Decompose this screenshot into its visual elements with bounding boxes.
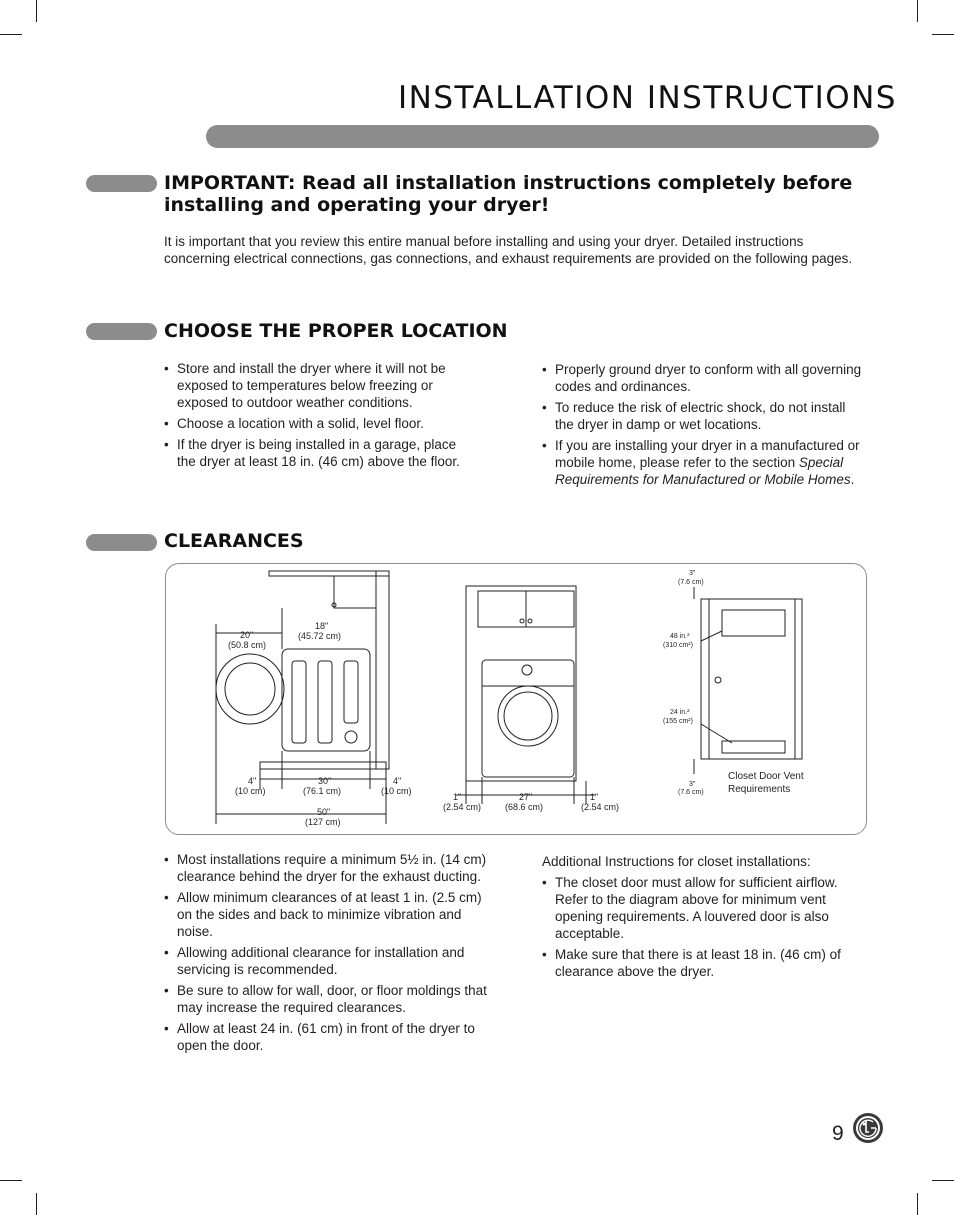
side-knob (345, 731, 357, 743)
dim-label: (10 cm) (381, 786, 412, 796)
dim-label: 3" (689, 781, 696, 788)
closet-caption: Requirements (728, 784, 791, 795)
dryer-door (498, 686, 558, 746)
lg-logo (853, 1113, 883, 1143)
shelf (269, 571, 389, 576)
dim-label: 50" (317, 807, 331, 817)
dryer-dial (522, 665, 532, 675)
dim-label: (76.1 cm) (303, 786, 342, 796)
leader-line (701, 724, 732, 743)
crop-mark (932, 1180, 954, 1181)
dim-label: (68.6 cm) (505, 802, 544, 812)
side-panel (292, 661, 306, 743)
lg-logo-icon (853, 1113, 883, 1143)
dim-label: (2.54 cm) (581, 802, 620, 812)
dim-label: (7.6 cm) (678, 579, 704, 586)
list-item: • Properly ground dryer to conform with all governing codes and ordinances. (542, 361, 867, 395)
dim-label: 27" (519, 792, 533, 802)
section-marker (86, 534, 157, 551)
top-vent (722, 610, 785, 636)
clearance-right-list (542, 874, 872, 984)
crop-mark (917, 0, 918, 22)
important-heading (164, 172, 852, 216)
side-panel (318, 661, 332, 743)
closet-caption: Closet Door Vent (728, 771, 804, 782)
section-marker (86, 323, 157, 340)
page-number: 9 (832, 1122, 844, 1145)
cabinet-knob (528, 619, 532, 623)
list-item: • Allowing additional clearance for installation and servicing is recommended. (164, 944, 499, 978)
front-dryer (482, 660, 574, 777)
door-glass (225, 663, 275, 715)
open-door (216, 654, 284, 724)
important-heading-line2: installing and operating your dryer! (164, 194, 550, 216)
clearance-left-list (164, 851, 499, 1058)
closet-door-frame (701, 599, 802, 759)
dim-label: (10 cm) (235, 786, 266, 796)
dim-label: (45.72 cm) (298, 631, 342, 641)
back-wall (376, 571, 389, 769)
list-item: • Make sure that there is at least 18 in. (46 cm) of clearance above the dryer. (542, 946, 872, 980)
dim-label: (7.6 cm) (678, 789, 704, 796)
list-item: • Allow at least 24 in. (61 cm) in front of the dryer to open the door. (164, 1020, 499, 1054)
side-panel (344, 661, 358, 723)
dryer-glass (504, 692, 552, 740)
crop-mark (0, 34, 22, 35)
clearance-diagram (165, 563, 867, 835)
list-item: • Allow minimum clearances of at least 1 in. (2.5 cm) on the sides and back to minimize vibration and noise. (164, 889, 499, 940)
floor (260, 762, 386, 769)
important-heading-line1: IMPORTANT: Read all installation instructions completely before (164, 172, 853, 194)
crop-mark (36, 1193, 37, 1215)
dim-label: (50.8 cm) (228, 640, 267, 650)
leader-line (701, 631, 722, 641)
list-item: • To reduce the risk of electric shock, do not install the dryer in damp or wet locations. (542, 399, 867, 433)
important-body: It is important that you review this entire manual before installing and using your dryer. Detailed instructions concerning electrical connections, gas connections, and exhaust requirements are provided on the following pages. (164, 234, 853, 266)
title-bar (206, 125, 879, 148)
location-right-list (542, 361, 867, 492)
dim-label: 20" (240, 630, 254, 640)
dim-label: 24 in.² (670, 709, 690, 716)
crop-mark (0, 1180, 22, 1181)
dim-label: (310 cm²) (663, 642, 693, 649)
clearances-heading: CLEARANCES (164, 530, 304, 552)
crop-mark (932, 34, 954, 35)
list-item: • If the dryer is being installed in a garage, place the dryer at least 18 in. (46 cm) above the floor. (164, 436, 474, 470)
dim-label: (155 cm²) (663, 718, 693, 725)
location-left-list (164, 360, 474, 474)
dim-label: 30" (318, 776, 332, 786)
cabinet-knob (520, 619, 524, 623)
page-title: INSTALLATION INSTRUCTIONS (398, 80, 897, 116)
list-item-text: If you are installing your dryer in a manufactured or mobile home, please refer to the section (555, 438, 860, 470)
dim-label: (127 cm) (305, 817, 341, 827)
list-item: • Store and install the dryer where it will not be exposed to temperatures below freezing or exposed to outdoor weather conditions. (164, 360, 474, 411)
section-reference: Special Requirements for Manufactured or Mobile Homes (555, 455, 851, 487)
location-heading: CHOOSE THE PROPER LOCATION (164, 320, 508, 342)
list-item (542, 437, 867, 488)
dim-label: 48 in.² (670, 633, 690, 640)
cabinet (334, 576, 376, 608)
dim-label: (2.54 cm) (443, 802, 482, 812)
list-item: • Be sure to allow for wall, door, or floor moldings that may increase the required clearances. (164, 982, 499, 1016)
crop-mark (36, 0, 37, 22)
door-knob (715, 677, 721, 683)
clearance-diagram-svg (166, 564, 868, 836)
section-marker (86, 175, 157, 192)
dim-label: 3" (689, 570, 696, 577)
dim-label: 18" (315, 621, 329, 631)
dim-label: 4" (248, 776, 257, 786)
list-item: • Choose a location with a solid, level floor. (164, 415, 474, 432)
list-item: • Most installations require a minimum 5½ in. (14 cm) clearance behind the dryer for the exhaust ducting. (164, 851, 499, 885)
dim-label: 4" (393, 776, 402, 786)
list-item-end: . (850, 472, 855, 487)
crop-mark (917, 1193, 918, 1215)
closet-intro: Additional Instructions for closet installations: (542, 854, 811, 869)
dim-label: 1" (453, 792, 462, 802)
list-item: • The closet door must allow for sufficient airflow. Refer to the diagram above for minimum vent opening requirements. A louvered door is also acceptable. (542, 874, 872, 942)
dim-label: 1" (590, 792, 599, 802)
